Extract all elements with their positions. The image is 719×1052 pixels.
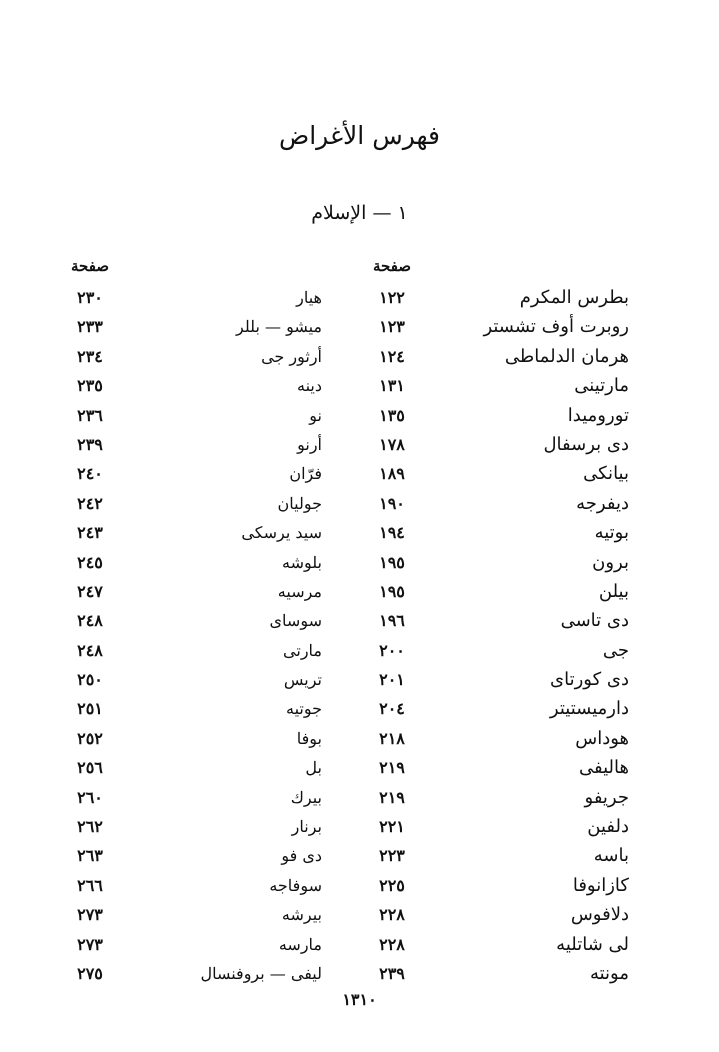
- index-row: [0, 342, 719, 371]
- entry-page-2: ٢٣٣: [77, 317, 103, 337]
- entry-name-1: مونته: [589, 962, 629, 984]
- index-row: [0, 577, 719, 606]
- index-row: [0, 871, 719, 900]
- entry-page-2: ٢٤٥: [77, 552, 103, 572]
- entry-page-1: ٢١٩: [379, 787, 405, 807]
- entry-name-1: هاليفى: [578, 757, 629, 779]
- entry-name-2: فرّان: [289, 464, 322, 484]
- index-row: [0, 724, 719, 753]
- page-column-header-1: صفحة: [372, 257, 412, 275]
- entry-name-2: سيد يرسكى: [241, 523, 322, 543]
- entry-name-2: جوتيه: [285, 699, 322, 719]
- entry-page-1: ٢١٨: [379, 728, 405, 748]
- entry-name-2: نو: [309, 405, 322, 425]
- index-row: [0, 636, 719, 665]
- entry-name-2: بيرك: [290, 787, 322, 807]
- entry-name-1: روبرت أوف تشستر: [483, 316, 629, 338]
- index-row: [0, 489, 719, 518]
- entry-page-2: ٢٥٠: [77, 670, 103, 690]
- entry-page-2: ٢٤٢: [77, 493, 103, 513]
- index-row: [0, 312, 719, 341]
- entry-page-2: ٢٦٢: [77, 817, 103, 837]
- entry-name-1: دارميستيتر: [549, 698, 629, 720]
- page-title: فهرس الأغراض: [279, 121, 440, 150]
- entry-page-1: ١٨٩: [379, 464, 405, 484]
- entry-name-2: أرثور جى: [261, 346, 322, 366]
- entry-name-2: مارتى: [283, 640, 322, 660]
- index-row: [0, 459, 719, 488]
- entry-name-1: مارتينى: [574, 375, 629, 397]
- entry-name-1: بطرس المكرم: [519, 287, 629, 308]
- entry-page-1: ٢٠٤: [379, 699, 405, 719]
- entry-page-2: ٢٥٦: [77, 758, 103, 778]
- entry-name-1: دى برسفال: [543, 433, 629, 455]
- entry-page-1: ٢٢١: [379, 817, 405, 837]
- entry-page-2: ٢٧٣: [77, 934, 103, 954]
- entry-page-1: ١٢٤: [379, 346, 405, 366]
- index-row: [0, 812, 719, 841]
- entry-page-1: ٢٢٥: [379, 875, 405, 895]
- entry-page-2: ٢٤٠: [77, 464, 103, 484]
- entry-page-2: ٢٦٦: [77, 875, 103, 895]
- entry-name-1: توروميدا: [567, 404, 629, 426]
- entry-name-1: باسه: [593, 845, 629, 867]
- index-row: [0, 783, 719, 812]
- entry-name-1: جى: [602, 639, 629, 661]
- index-row: [0, 694, 719, 723]
- entry-page-1: ١٩٥: [379, 552, 405, 572]
- entry-page-2: ٢٦٣: [77, 846, 103, 866]
- entry-page-2: ٢٥٢: [77, 728, 103, 748]
- entry-name-2: جوليان: [277, 493, 322, 513]
- entry-name-2: بيرشه: [281, 905, 322, 925]
- entry-name-2: بوفا: [296, 728, 322, 748]
- entry-name-2: سوساى: [269, 611, 322, 631]
- index-row: [0, 283, 719, 312]
- entry-page-1: ١٩٦: [379, 611, 405, 631]
- index-row: [0, 606, 719, 635]
- section-heading: ١ — الإسلام: [311, 202, 408, 224]
- index-entries: [0, 283, 719, 988]
- entry-page-1: ١٩٥: [379, 581, 405, 601]
- entry-name-2: برنار: [291, 817, 322, 837]
- entry-page-1: ١٢٢: [379, 288, 405, 307]
- entry-name-2: أرنو: [297, 434, 322, 454]
- index-row: [0, 841, 719, 870]
- entry-page-2: ٢٤٨: [77, 640, 103, 660]
- entry-name-2: تريس: [283, 670, 322, 690]
- entry-page-1: ١٣١: [379, 376, 405, 396]
- entry-name-1: دلفين: [587, 816, 629, 838]
- entry-name-1: هوداس: [575, 727, 629, 749]
- entry-name-1: دى كورتاى: [550, 669, 629, 691]
- entry-page-2: ٢٧٥: [77, 963, 103, 983]
- entry-name-2: بلوشه: [282, 552, 322, 572]
- entry-name-1: دى تاسى: [560, 610, 629, 632]
- entry-page-1: ٢٠١: [379, 670, 405, 690]
- page-number: ١٣١٠: [342, 990, 377, 1009]
- entry-page-1: ١٩٤: [379, 523, 405, 543]
- entry-name-1: دلافوس: [570, 904, 629, 926]
- index-row: [0, 959, 719, 988]
- entry-page-2: ٢٤٨: [77, 611, 103, 631]
- entry-name-1: بيانكى: [583, 463, 629, 485]
- entry-name-1: جريفو: [584, 786, 629, 808]
- index-row: [0, 753, 719, 782]
- index-row: [0, 548, 719, 577]
- entry-page-1: ٢٠٠: [379, 640, 405, 660]
- page-column-header-2: صفحة: [70, 257, 110, 275]
- entry-page-1: ٢٢٨: [379, 905, 405, 925]
- index-row: [0, 900, 719, 929]
- entry-page-1: ١٢٣: [379, 317, 405, 337]
- entry-name-2: ليفى — بروفنسال: [200, 963, 322, 983]
- entry-name-2: ميشو — بللر: [236, 317, 322, 337]
- index-row: [0, 371, 719, 400]
- entry-name-1: برون: [592, 551, 629, 573]
- entry-page-2: ٢٤٧: [77, 581, 103, 601]
- entry-page-1: ٢٢٣: [379, 846, 405, 866]
- entry-name-2: مارسه: [278, 934, 322, 954]
- entry-name-2: بل: [305, 758, 322, 778]
- entry-name-2: دينه: [297, 376, 322, 396]
- entry-name-2: سوفاجه: [269, 875, 322, 895]
- entry-name-2: مرسيه: [277, 581, 322, 601]
- entry-name-2: دى فو: [281, 846, 322, 866]
- entry-page-1: ١٩٠: [379, 493, 405, 513]
- entry-page-2: ٢٥١: [77, 699, 103, 719]
- entry-page-2: ٢٣٠: [77, 288, 103, 307]
- entry-page-2: ٢٦٠: [77, 787, 103, 807]
- entry-name-1: هرمان الدلماطى: [504, 345, 629, 367]
- entry-page-1: ١٣٥: [379, 405, 405, 425]
- index-row: [0, 430, 719, 459]
- entry-name-1: بوتيه: [594, 522, 629, 544]
- index-row: [0, 930, 719, 959]
- index-row: [0, 665, 719, 694]
- index-row: [0, 401, 719, 430]
- entry-name-2: هيار: [296, 288, 322, 307]
- entry-page-2: ٢٧٣: [77, 905, 103, 925]
- entry-page-2: ٢٣٤: [77, 346, 103, 366]
- entry-page-1: ٢٢٨: [379, 934, 405, 954]
- entry-page-1: ١٧٨: [379, 434, 405, 454]
- entry-name-1: لى شاتليه: [556, 933, 629, 955]
- entry-name-1: كازانوفا: [572, 874, 629, 896]
- entry-name-1: بيلن: [598, 580, 629, 602]
- entry-page-2: ٢٤٣: [77, 523, 103, 543]
- entry-page-1: ٢١٩: [379, 758, 405, 778]
- entry-page-1: ٢٣٩: [379, 963, 405, 983]
- entry-page-2: ٢٣٩: [77, 434, 103, 454]
- entry-page-2: ٢٣٦: [77, 405, 103, 425]
- entry-page-2: ٢٣٥: [77, 376, 103, 396]
- index-row: [0, 518, 719, 547]
- entry-name-1: ديفرجه: [576, 492, 629, 514]
